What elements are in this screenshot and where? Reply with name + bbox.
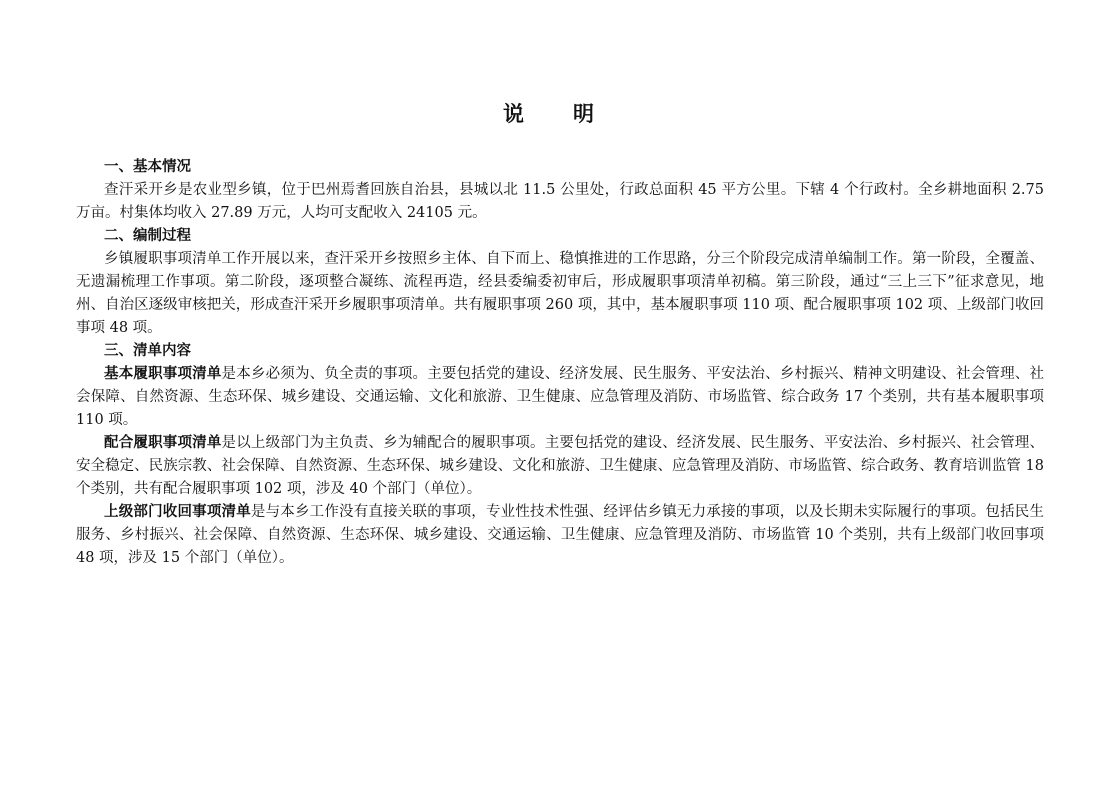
paragraph-text: 查汗采开乡是农业型乡镇，位于巴州焉耆回族自治县，县城以北 11.5 公里处，行政总面积 45 平方公里。下辖 4 个行政村。全乡耕地面积 2.75 万亩。村集体均收入 27.89 万元，人均可支配收入 24105 元。 — [76, 182, 1044, 221]
section-heading: 三、清单内容 — [104, 343, 191, 359]
paragraph-text: 是与本乡工作没有直接关联的事项，专业性技术性强、经评估乡镇无力承接的事项，以及长期未实际履行的事项。包括民生服务、乡村振兴、社会保障、自然资源、生态环保、城乡建设、交通运输、卫生健康、应急管理及消防、市场监管 10 个类别，共有上级部门收回事项 48 项，涉及 15 个部门（单位）。 — [76, 504, 1044, 566]
paragraph-text: 乡镇履职事项清单工作开展以来，查汗采开乡按照乡主体、自下而上、稳慎推进的工作思路，分三个阶段完成清单编制工作。第一阶段，全覆盖、无遗漏梳理工作事项。第二阶段，逐项整合凝练、流程再造，经县委编委初审后，形成履职事项清单初稿。第三阶段，通过“三上三下”征求意见，地州、自治区逐级审核把关，形成查汗采开乡履职事项清单。共有履职事项 260 项，其中，基本履职事项 110 项、配合履职事项 102 项、上级部门收回事项 48 项。 — [76, 251, 1044, 336]
paragraph-text: 是本乡必须为、负全责的事项。主要包括党的建设、经济发展、民生服务、平安法治、乡村振兴、精神文明建设、社会管理、社会保障、自然资源、生态环保、城乡建设、交通运输、文化和旅游、卫生健康、应急管理及消防、市场监管、综合政务 17 个类别，共有基本履职事项 110 项。 — [76, 366, 1045, 428]
section-heading: 一、基本情况 — [104, 159, 191, 175]
paragraph-text: 是以上级部门为主负责、乡为辅配合的履职事项。主要包括党的建设、经济发展、民生服务、平安法治、乡村振兴、社会管理、安全稳定、民族宗教、社会保障、自然资源、生态环保、城乡建设、文化和旅游、卫生健康、应急管理及消防、市场监管、综合政务、教育培训监管 18 个类别，共有配合履职事项 102 项，涉及 40 个部门（单位）。 — [76, 435, 1045, 497]
paragraph-cooperative-duties — [76, 432, 1044, 501]
page-title: 说 明 — [503, 102, 608, 126]
section-compilation-process — [76, 225, 1044, 340]
section-basic-info — [76, 156, 1044, 225]
paragraph-recalled-items — [76, 501, 1044, 570]
paragraph-lead: 上级部门收回事项清单 — [104, 504, 251, 520]
paragraph-basic-duties — [76, 363, 1044, 432]
section-list-content — [76, 340, 1045, 570]
paragraph-lead: 基本履职事项清单 — [104, 366, 222, 382]
paragraph — [76, 248, 1044, 340]
document-body — [76, 156, 1045, 570]
paragraph — [76, 179, 1044, 225]
paragraph-lead: 配合履职事项清单 — [104, 435, 222, 451]
section-heading: 二、编制过程 — [104, 228, 191, 244]
